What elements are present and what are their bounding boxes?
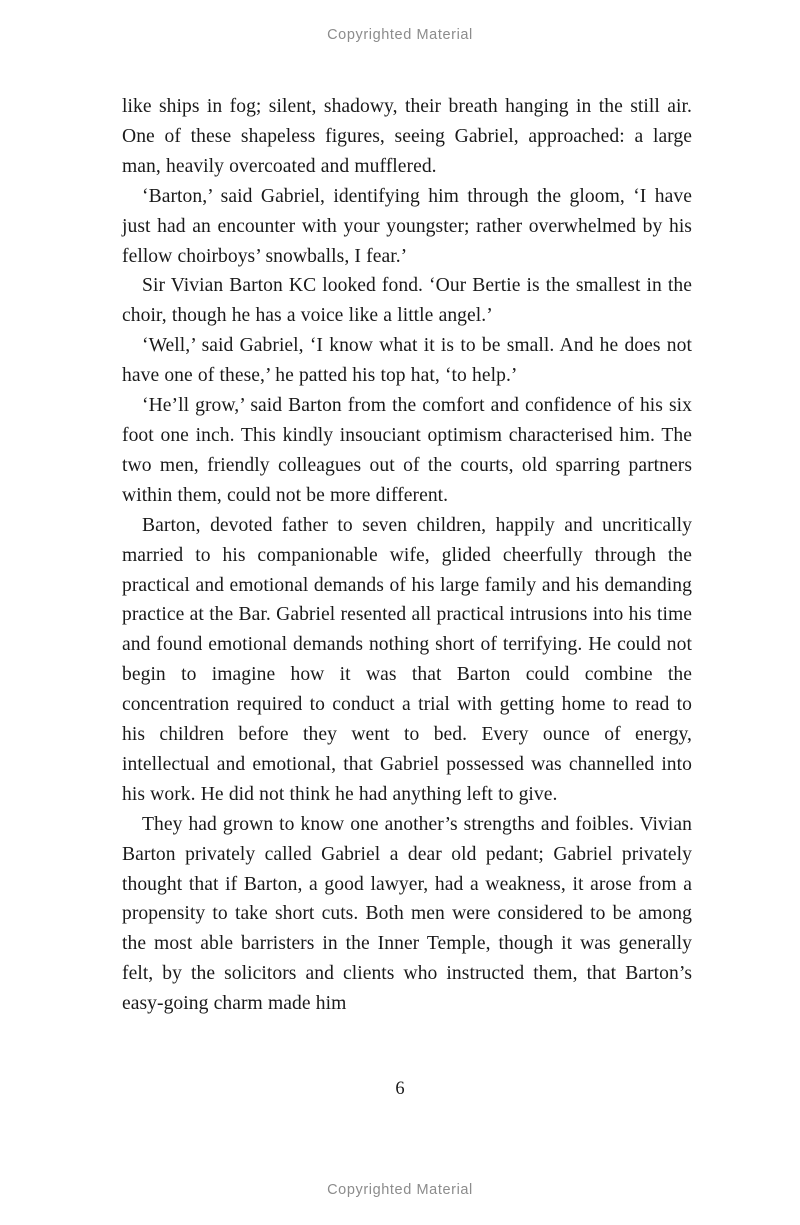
paragraph: Sir Vivian Barton KC looked fond. ‘Our Bertie is the smallest in the choir, though he has a voice like a little angel.’ xyxy=(122,275,692,327)
paragraph: Barton, devoted father to seven children, happily and uncritically married to his companionable wife, glided cheerfully through the practical and emotional demands of his large family and his demanding practice at the Bar. Gabriel resented all practical intrusions into his time and found emotional demands nothing short of terrifying. He could not begin to imagine how it was that Barton could combine the concentration required to conduct a trial with getting home to read to his children before they went to bed. Every ounce of energy, intellectual and emotional, that Gabriel possessed was channelled into his work. He did not think he had anything left to give. xyxy=(122,514,692,805)
body-text-block xyxy=(122,92,692,1019)
copyright-watermark-bottom: Copyrighted Material xyxy=(327,1182,473,1198)
paragraph: ‘Well,’ said Gabriel, ‘I know what it is to be small. And he does not have one of these,’ he patted his top hat, ‘to help.’ xyxy=(122,335,692,387)
paragraph: ‘He’ll grow,’ said Barton from the comfort and confidence of his six foot one inch. This kindly insouciant optimism characterised him. The two men, friendly colleagues out of the courts, old sparring partners within them, could not be more different. xyxy=(122,395,692,506)
paragraph: like ships in fog; silent, shadowy, their breath hanging in the still air. One of these shapeless figures, seeing Gabriel, approached: a large man, heavily overcoated and mufflered. xyxy=(122,96,692,177)
page-number: 6 xyxy=(395,1079,405,1099)
paragraph: They had grown to know one another’s strengths and foibles. Vivian Barton privately called Gabriel a dear old pedant; Gabriel privately thought that if Barton, a good lawyer, had a weakness, it arose from a propensity to take short cuts. Both men were considered to be among the most able barristers in the Inner Temple, though it was generally felt, by the solicitors and clients who instructed them, that Barton’s easy-going charm made him xyxy=(122,813,692,1015)
paragraph: ‘Barton,’ said Gabriel, identifying him through the gloom, ‘I have just had an encounter with your youngster; rather overwhelmed by his fellow choirboys’ snowballs, I fear.’ xyxy=(122,185,692,267)
copyright-watermark-top: Copyrighted Material xyxy=(327,27,473,43)
